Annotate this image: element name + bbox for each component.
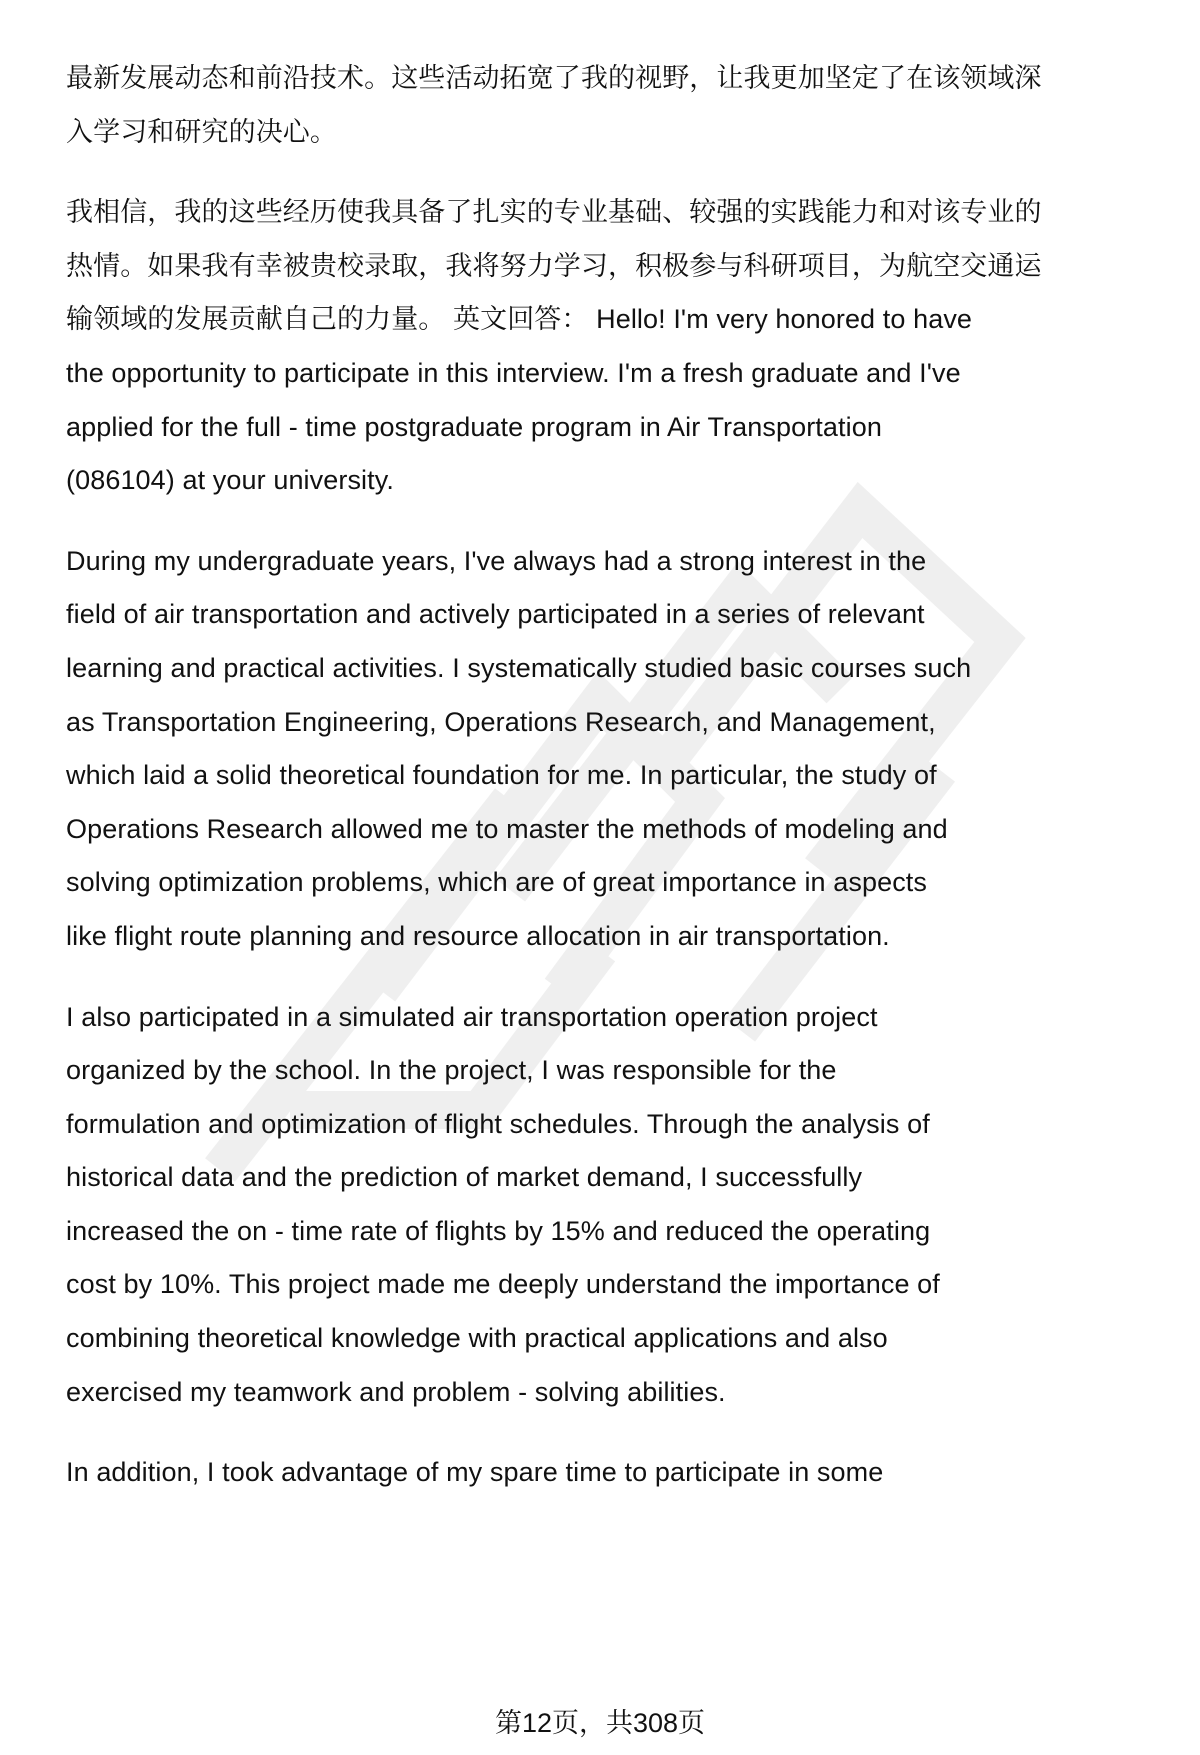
text-line: which laid a solid theoretical foundation for me. In particular, the study of xyxy=(66,760,937,791)
page-number-footer: 第12页，共308页 xyxy=(494,1708,706,1738)
text-line: Operations Research allowed me to master the methods of modeling and xyxy=(66,813,948,844)
text-line: like flight route planning and resource allocation in air transportation. xyxy=(66,920,890,951)
paragraph-1 xyxy=(66,52,1156,159)
text-line: field of air transportation and actively participated in a series of relevant xyxy=(66,599,925,630)
text-line: historical data and the prediction of market demand, I successfully xyxy=(66,1162,863,1193)
paragraph-3 xyxy=(66,535,1156,964)
document-body xyxy=(66,52,1156,1500)
text-line: solving optimization problems, which are of great importance in aspects xyxy=(66,867,928,898)
text-line: as Transportation Engineering, Operations Research, and Management, xyxy=(66,706,936,737)
text-line: 最新发展动态和前沿技术。这些活动拓宽了我的视野，让我更加坚定了在该领域深 xyxy=(66,63,1042,93)
paragraph-5 xyxy=(66,1446,1156,1500)
text-line: In addition, I took advantage of my spare time to participate in some xyxy=(66,1457,884,1488)
text-line: (086104) at your university. xyxy=(66,465,394,496)
text-line: During my undergraduate years, I've always had a strong interest in the xyxy=(66,545,927,576)
paragraph-2 xyxy=(66,186,1156,508)
text-line: 我相信，我的这些经历使我具备了扎实的专业基础、较强的实践能力和对该专业的 xyxy=(66,197,1042,228)
text-line: the opportunity to participate in this interview. I'm a fresh graduate and I've xyxy=(66,357,961,388)
text-line: cost by 10%. This project made me deeply understand the importance of xyxy=(66,1269,940,1300)
text-line: exercised my teamwork and problem - solving abilities. xyxy=(66,1376,726,1407)
text-line: learning and practical activities. I systematically studied basic courses such xyxy=(66,652,972,683)
text-line: increased the on - time rate of flights by 15% and reduced the operating xyxy=(66,1215,931,1246)
text-line: organized by the school. In the project, I was responsible for the xyxy=(66,1055,837,1086)
text-line: 热情。如果我有幸被贵校录取，我将努力学习，积极参与科研项目，为航空交通运 xyxy=(66,250,1042,281)
text-line: formulation and optimization of flight schedules. Through the analysis of xyxy=(66,1108,930,1139)
text-line: I also participated in a simulated air transportation operation project xyxy=(66,1001,878,1032)
text-line: 输领域的发展贡献自己的力量。 英文回答： Hello! I'm very honored to have xyxy=(66,304,973,335)
text-line: applied for the full - time postgraduate program in Air Transportation xyxy=(66,411,882,442)
text-line: 入学习和研究的决心。 xyxy=(66,116,337,147)
paragraph-4 xyxy=(66,991,1156,1420)
text-line: combining theoretical knowledge with practical applications and also xyxy=(66,1323,888,1354)
